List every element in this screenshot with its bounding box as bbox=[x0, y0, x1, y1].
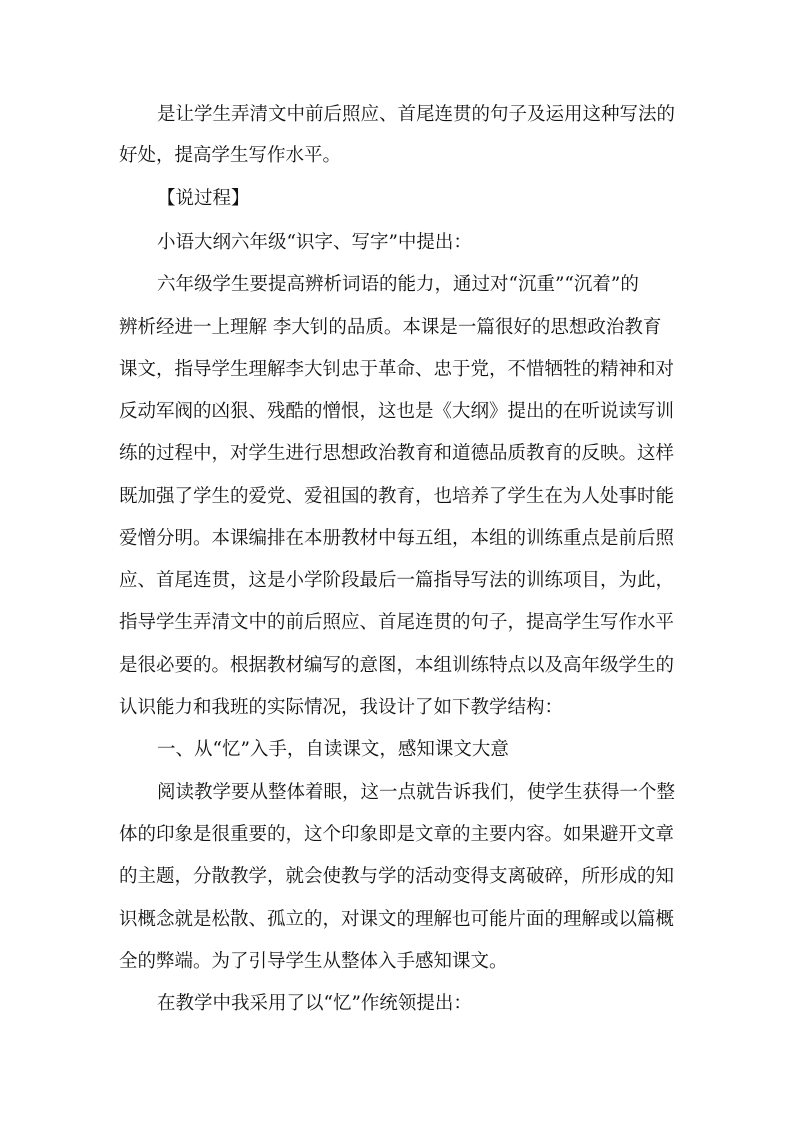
text-line: 小语大纲六年级“识字、写字”中提出： bbox=[157, 232, 472, 253]
text-line: 应、首尾连贯，这是小学阶段最后一篇指导写法的训练项目，为此， bbox=[119, 570, 675, 591]
text-line: 练的过程中，对学生进行思想政治教育和道德品质教育的反映。这样 bbox=[119, 443, 675, 464]
text-line: 既加强了学生的爱党、爱祖国的教育，也培养了学生在为人处事时能 bbox=[119, 486, 675, 507]
text-line: 辨析经进一上理解 李大钊的品质。本课是一篇很好的思想政治教育 bbox=[119, 317, 662, 338]
text-line: 体的印象是很重要的，这个印象即是文章的主要内容。如果避开文章 bbox=[119, 824, 675, 845]
subheading: 一、从“忆”入手，自读课文，感知课文大意 bbox=[157, 739, 509, 760]
text-line: 是很必要的。根据教材编写的意图，本组训练特点以及高年级学生的 bbox=[119, 655, 675, 676]
text-line: 在教学中我采用了以“忆”作统领提出： bbox=[157, 993, 472, 1014]
text-line: 是让学生弄清文中前后照应、首尾连贯的句子及运用这种写法的 bbox=[157, 104, 676, 125]
text-line: 的主题，分散教学，就会使教与学的活动变得支离破碎，所形成的知 bbox=[119, 866, 675, 887]
text-line: 认识能力和我班的实际情况，我设计了如下教学结构： bbox=[119, 697, 564, 718]
section-heading: 【说过程】 bbox=[157, 188, 250, 209]
text-line: 指导学生弄清文中的前后照应、首尾连贯的句子，提高学生写作水平 bbox=[119, 612, 675, 633]
text-line: 六年级学生要提高辨析词语的能力，通过对“沉重”“沉着”的 bbox=[157, 274, 639, 295]
text-line: 爱憎分明。本课编排在本册教材中每五组，本组的训练重点是前后照 bbox=[119, 528, 675, 549]
text-line: 全的弊端。为了引导学生从整体入手感知课文。 bbox=[119, 951, 508, 972]
text-line: 阅读教学要从整体着眼，这一点就告诉我们，使学生获得一个整 bbox=[157, 782, 676, 803]
text-line: 识概念就是松散、孤立的，对课文的理解也可能片面的理解或以篇概 bbox=[119, 909, 675, 930]
text-line: 反动军阀的凶狠、残酷的憎恨，这也是《大纲》提出的在听说读写训 bbox=[119, 401, 675, 422]
text-line: 课文，指导学生理解李大钊忠于革命、忠于党，不惜牺牲的精神和对 bbox=[119, 359, 675, 380]
text-line: 好处，提高学生写作水平。 bbox=[119, 145, 342, 166]
